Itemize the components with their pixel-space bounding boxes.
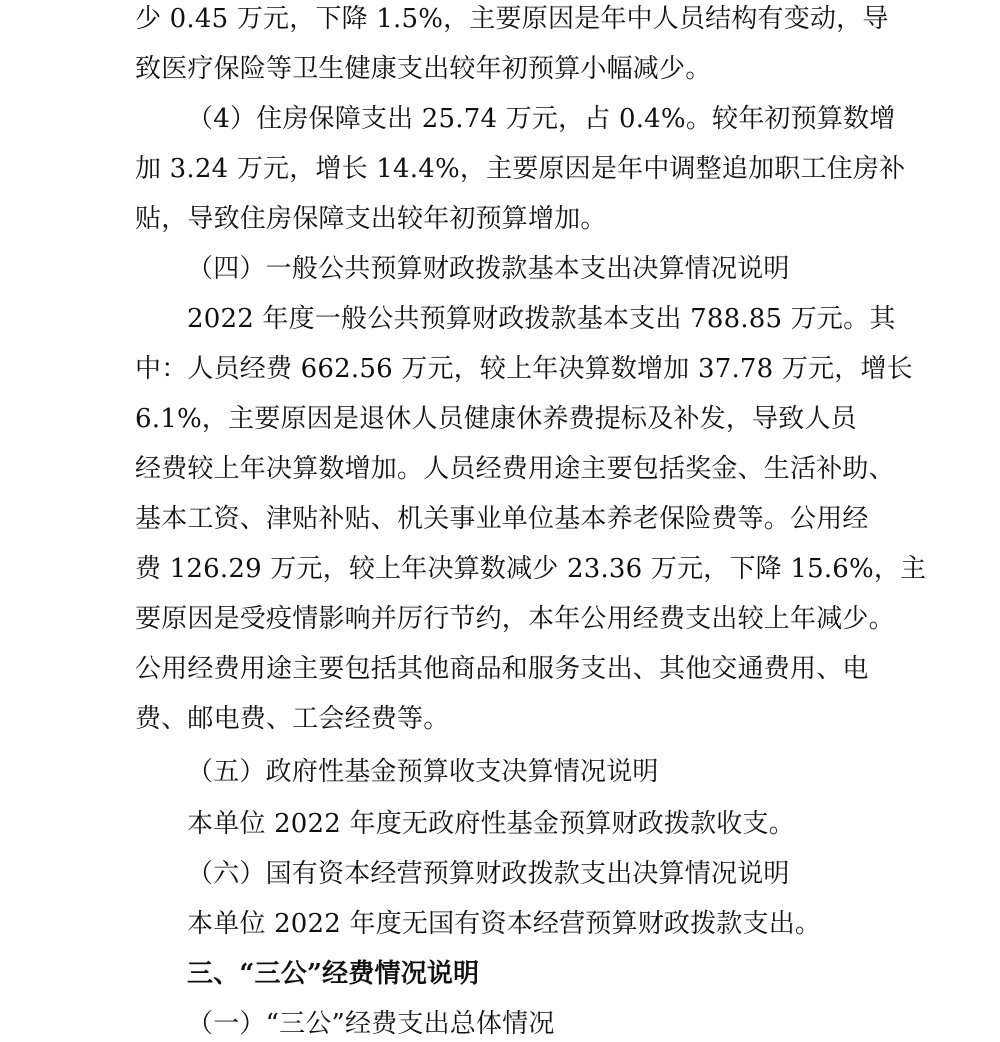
paragraph-line: 中：人员经费 662.56 万元，较上年决算数增加 37.78 万元，增长 <box>135 354 913 384</box>
paragraph-line: 少 0.45 万元，下降 1.5%，主要原因是年中人员结构有变动，导 <box>135 4 889 34</box>
section-heading: （六）国有资本经营预算财政拨款支出决算情况说明 <box>187 859 790 889</box>
section-heading: （五）政府性基金预算收支决算情况说明 <box>187 757 659 787</box>
paragraph-line: 贴，导致住房保障支出较年初预算增加。 <box>135 204 607 234</box>
section-heading: （四）一般公共预算财政拨款基本支出决算情况说明 <box>187 254 790 284</box>
paragraph-line: 费 126.29 万元，较上年决算数减少 23.36 万元，下降 15.6%，主 <box>135 554 927 584</box>
section-heading: （一）“三公”经费支出总体情况 <box>187 1009 555 1039</box>
paragraph-line: （4）住房保障支出 25.74 万元，占 0.4%。较年初预算数增 <box>187 104 896 134</box>
paragraph-line: 2022 年度一般公共预算财政拨款基本支出 788.85 万元。其 <box>187 304 896 334</box>
paragraph-line: 本单位 2022 年度无政府性基金预算财政拨款收支。 <box>187 809 795 839</box>
paragraph-line: 要原因是受疫情影响并厉行节约，本年公用经费支出较上年减少。 <box>135 604 895 634</box>
paragraph-line: 加 3.24 万元，增长 14.4%，主要原因是年中调整追加职工住房补 <box>135 154 906 184</box>
paragraph-line: 公用经费用途主要包括其他商品和服务支出、其他交通费用、电 <box>135 654 869 684</box>
paragraph-line: 致医疗保险等卫生健康支出较年初预算小幅减少。 <box>135 54 712 84</box>
paragraph-line: 经费较上年决算数增加。人员经费用途主要包括奖金、生活补助、 <box>135 454 895 484</box>
paragraph-line: 6.1%，主要原因是退休人员健康休养费提标及补发，导致人员 <box>135 404 857 434</box>
paragraph-line: 基本工资、津贴补贴、机关事业单位基本养老保险费等。公用经 <box>135 504 869 534</box>
paragraph-line: 本单位 2022 年度无国有资本经营预算财政拨款支出。 <box>187 909 822 939</box>
paragraph-line: 费、邮电费、工会经费等。 <box>135 704 450 734</box>
chapter-heading: 三、“三公”经费情况说明 <box>187 959 480 989</box>
